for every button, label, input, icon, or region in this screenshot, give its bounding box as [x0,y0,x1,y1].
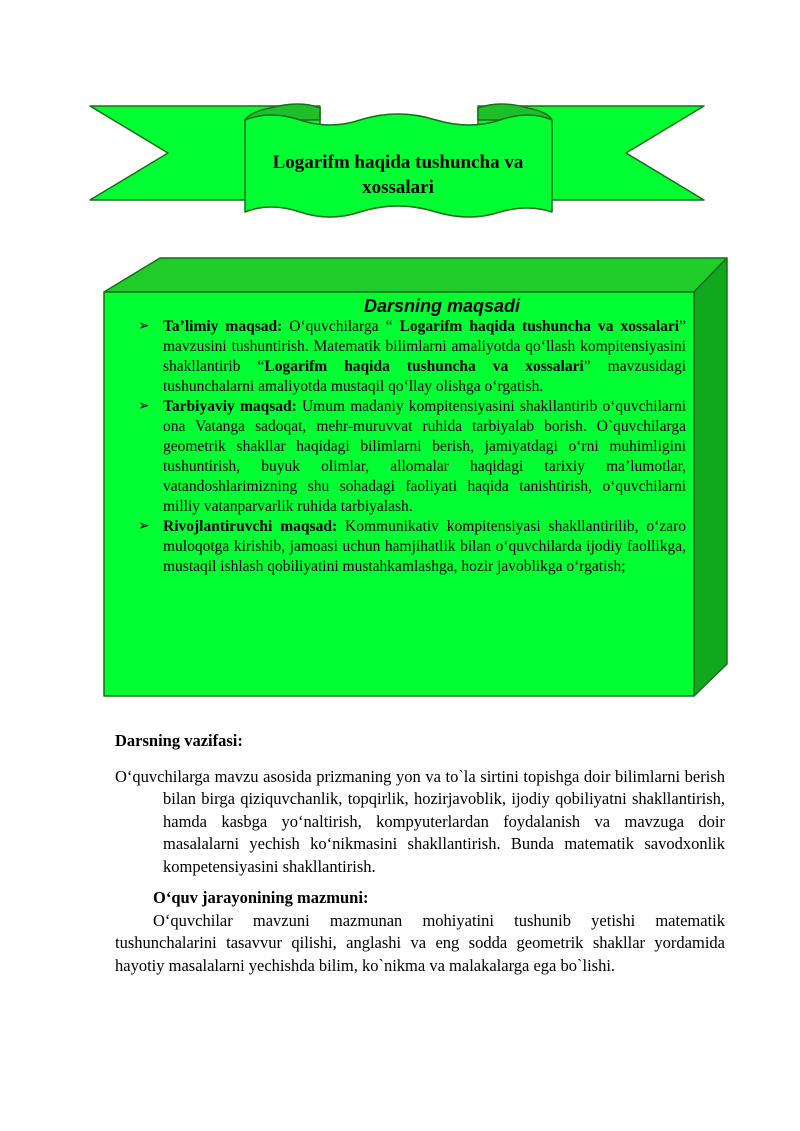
mazmun-paragraph: O‘quvchilar mavzuni mazmunan mohiyatini tushunib yetishi matematik tushunchalarini tasavvur qilishi, anglashi va eng sodda geometrik shakllar yordamida hayotiy masalalarni yechishda bilim, ko`nikma va malakalarga ega bo`lishi. [115,910,725,975]
goal-text: Umum madaniy kompitensiyasini shakllantirib o‘quvchilarni ona Vatanga sadoqat, mehr-muruvvat ruhida tarbiyalab borish. O`quvchilarga geometrik shakllar haqidagi bilimlarni berish, jamiyatdagi o‘rni muhimligini tushuntirish, buyuk olimlar, allomalar haqidagi tarixiy ma’lumotlar, vatandoshlarimizning shu sohadagi faoliyati haqida tanishtirish, o‘quvchilarni milliy vatanparvarlik ruhida tarbiyalash. [163,398,687,515]
goal-label: Rivojlantiruvchi maqsad: [163,518,338,535]
goal-rivojlantiruvchi [138,517,686,577]
goals-content [138,296,686,577]
goal-talimiy [138,317,686,397]
goal-topic: Logarifm haqida tushuncha va xossalari [399,318,680,335]
vazifa-paragraph: O‘quvchilarga mavzu asosida prizmaning yon va to`la sirtini topishga doir bilimlarni berish bilan birga qiziquvchanlik, topqirlik, hozirjavoblik, ijodiy qobiliyatni shakllantirish, hamda kasbga yo‘naltirish, kompyuterlardan foydalanish va mavzuga doir masalalarni yechish ko‘nikmasini shakllantirish. Bunda matematik savodxonlik kompetensiyasini shakllantirish. [115,766,725,876]
goal-text: ” mavzusini tushuntirish. Matematik bilimlarni amaliyotda qo‘llash kompitensiyasini shakllantirib “ [163,318,686,375]
banner-title: Logarifm haqida tushuncha va xossalari [272,152,524,198]
goal-text: O‘quvchilarga “ [282,318,400,335]
vazifa-heading: Darsning vazifasi: [115,731,243,750]
goal-topic: Logarifm haqida tushuncha va xossalari [264,358,584,375]
document-body [115,730,725,977]
goal-label: Tarbiyaviy maqsad: [163,398,297,415]
box-side-face [694,258,727,696]
arrow-bullet-icon: ➢ [138,399,150,414]
goal-text: ” mavzusidagi tushunchalarni amaliyotda mustaqil qo‘llay olishga o‘rgatish. [163,358,686,395]
goals-heading: Darsning maqsadi [363,296,521,316]
goal-label: Ta’limiy maqsad: [163,318,283,335]
arrow-bullet-icon: ➢ [138,319,150,334]
arrow-bullet-icon: ➢ [138,519,150,534]
goal-tarbiyaviy [138,397,686,517]
mazmun-heading: O‘quv jarayonining mazmuni: [153,888,369,907]
box-top-face [104,258,727,292]
goal-text: Kommunikativ kompitensiyasi shakllantirilib, o‘zaro muloqotga kirishib, jamoasi uchun hamjihatlik bilan o‘quvchilarda ijodiy faollikga, mustaqil ishlash qobiliyatini mustahkamlashga, hozir javoblikga o‘rgatish; [163,518,687,575]
